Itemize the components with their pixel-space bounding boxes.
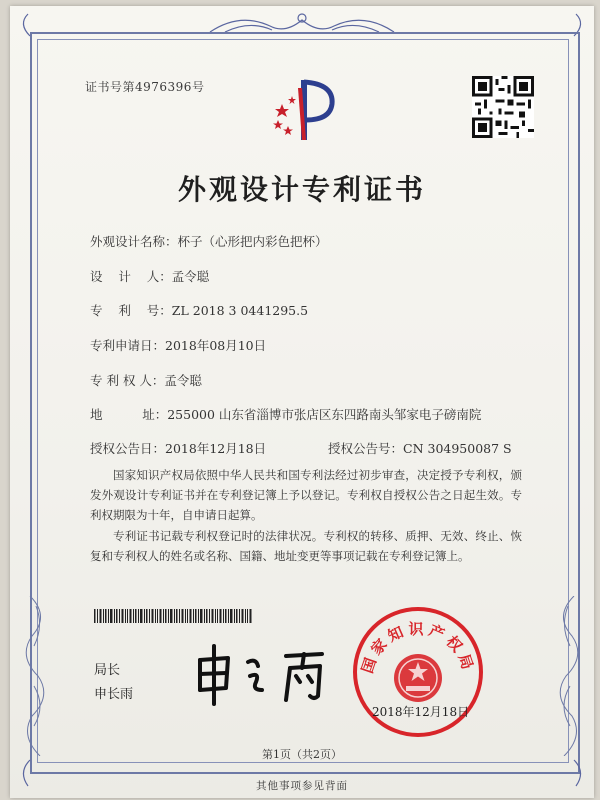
patent-number-label: 专 利 号：: [90, 303, 172, 318]
address-row: [90, 405, 481, 423]
filing-date-row: [90, 336, 266, 354]
design-name-value: 杯子（心形把内彩色把杯）: [177, 234, 328, 249]
signatory-name: 申长雨: [94, 687, 134, 702]
page-number: 第1页（共2页）: [262, 748, 342, 761]
patentee-value: 孟令聪: [164, 373, 202, 388]
signatory-role: 局长: [94, 663, 121, 678]
designer-row: [90, 267, 209, 285]
paragraph-legal-status: 专利证书记载专利权登记时的法律状况。专利权的转移、质押、无效、终止、恢复和专利权人的姓名或名称、国籍、地址变更等事项记载在专利登记簿上。: [90, 529, 522, 563]
grant-date-label: 授权公告日：: [90, 441, 166, 456]
address-label: 地 址：: [90, 407, 168, 422]
right-ornament: [544, 596, 584, 756]
grant-date-row: [90, 439, 266, 457]
certificate-number: 证书号第4976396号: [85, 80, 205, 94]
grant-date-value: 2018年12月18日: [165, 441, 267, 456]
grant-number-label: 授权公告号：: [328, 441, 404, 456]
certificate-paper: [10, 6, 594, 798]
handwritten-signature: [186, 638, 346, 708]
patentee-label: 专 利 权 人：: [90, 373, 165, 388]
paragraph-grant: 国家知识产权局依照中华人民共和国专利法经过初步审查，决定授予专利权，颁发外观设计专利证书并在专利登记簿上予以登记。专利权自授权公告之日起生效。专利权期限为十年，自申请日起算。: [90, 468, 522, 522]
designer-value: 孟令聪: [171, 269, 210, 284]
patent-office-logo: [268, 74, 340, 146]
patent-number-row: [90, 301, 308, 319]
designer-label: 设 计 人：: [90, 269, 172, 284]
patent-number-value: ZL 2018 3 0441295.5: [171, 303, 309, 318]
filing-date-label: 专利申请日：: [90, 338, 166, 353]
grant-number-row: [328, 439, 512, 457]
footer-note: 其他事项参见背面: [256, 780, 348, 792]
grant-number-value: CN 304950087 S: [403, 441, 512, 456]
address-value: 255000 山东省淄博市张店区东四路南头邹家电子磅南院: [167, 407, 482, 422]
patentee-row: [90, 371, 202, 389]
seal-date: 2018年12月18日: [372, 705, 470, 719]
barcode: [94, 609, 252, 623]
seal-text: 国家知识产权局: [358, 620, 478, 676]
design-name-row: [90, 232, 328, 250]
left-ornament: [20, 596, 60, 756]
certificate-title: 外观设计专利证书: [177, 173, 426, 206]
design-name-label: 外观设计名称：: [90, 234, 178, 249]
qr-code: [472, 76, 534, 138]
filing-date-value: 2018年08月10日: [165, 338, 267, 353]
